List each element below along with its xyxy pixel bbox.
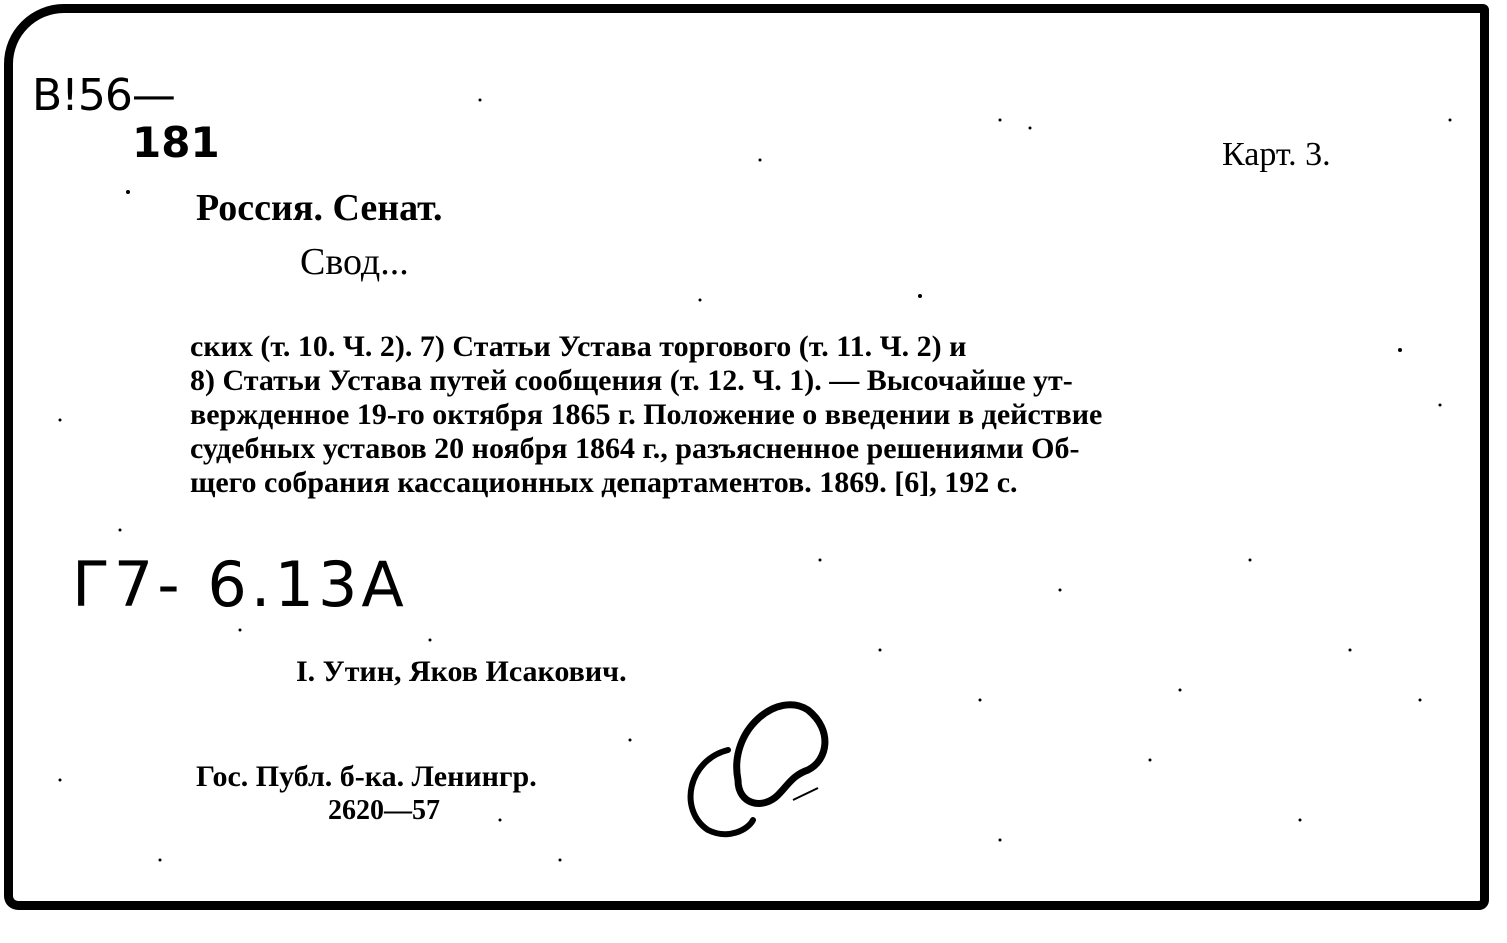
library-imprint: Гос. Публ. б-ка. Ленингр. (196, 760, 537, 793)
heading-corporate-author: Россия. Сенат. (196, 187, 443, 229)
author-entry: I. Утин, Яков Исакович. (296, 655, 627, 688)
handwritten-circle-mark (668, 690, 848, 850)
card-number: Карт. 3. (1222, 136, 1331, 173)
description-text (190, 330, 1362, 500)
handwritten-code: Г7- 6.13А (72, 548, 408, 621)
description-line: судебных уставов 20 ноября 1864 г., разъясненное решениями Об- (190, 432, 1080, 465)
description-line: 8) Статьи Устава путей сообщения (т. 12. Ч. 1). — Высочайше ут- (190, 364, 1073, 397)
description-line: ских (т. 10. Ч. 2). 7) Статьи Устава торгового (т. 11. Ч. 2) и (190, 330, 967, 363)
order-number: 2620—57 (328, 795, 440, 826)
shelfmark-top: B!56— (32, 70, 175, 121)
shelfmark-bottom: 181 (132, 118, 220, 167)
description-line: щего собрания кассационных департаментов. 1869. [6], 192 с. (190, 466, 1018, 499)
heading-title: Свод... (300, 241, 409, 283)
description-line: вержденное 19-го октября 1865 г. Положение о введении в действие (190, 398, 1103, 431)
